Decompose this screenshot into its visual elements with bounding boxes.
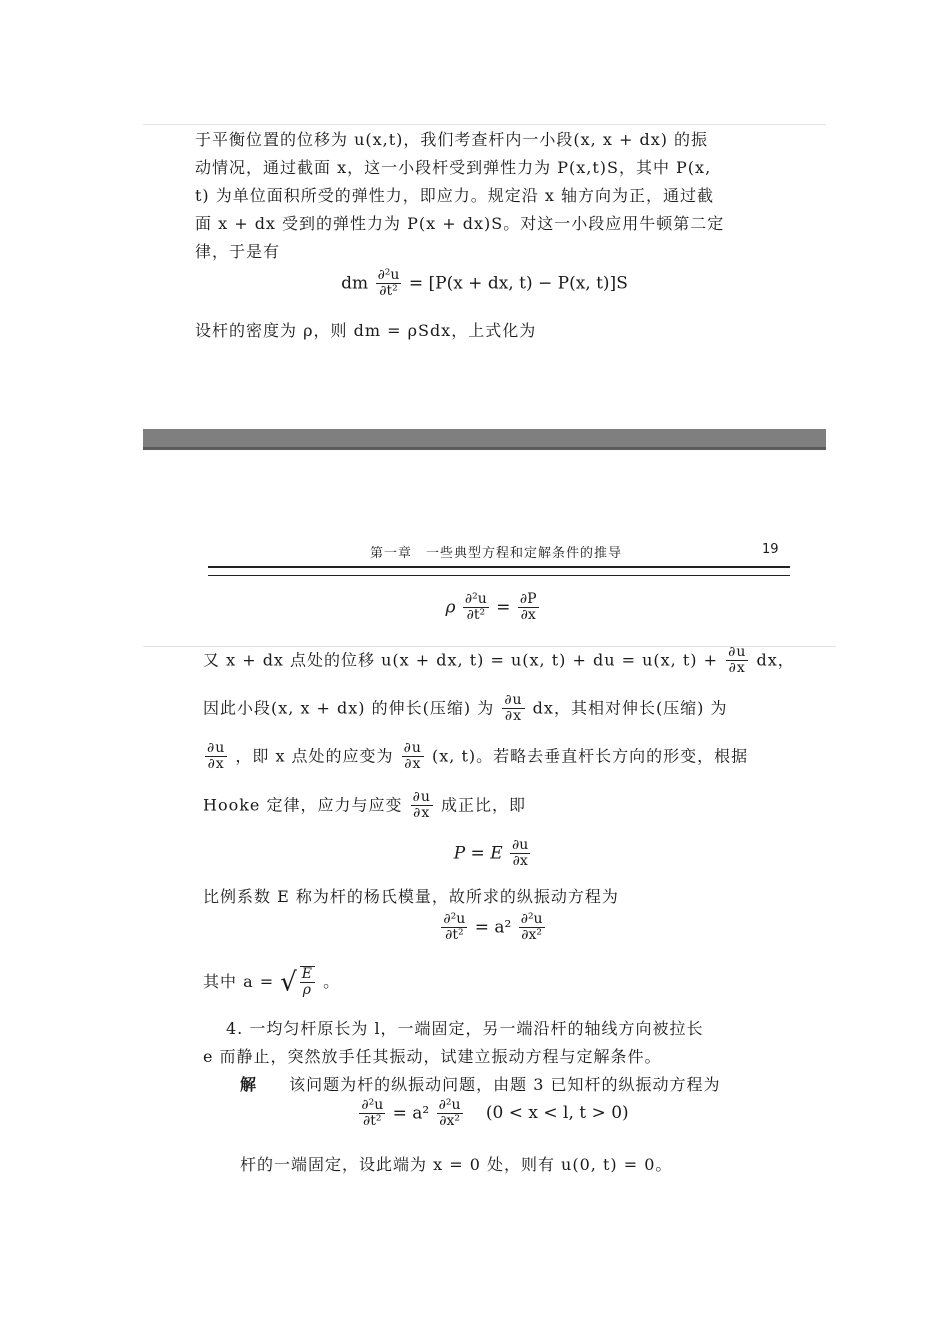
text-run: 因此小段(x, x + dx) 的伸长(压缩) 为 — [203, 698, 495, 718]
eq-term: = [P(x + dx, t) − P(x, t)]S — [408, 273, 628, 294]
text-run: Hooke 定律，应力与应变 — [203, 795, 403, 815]
eq-denominator: ∂x — [520, 607, 536, 624]
eq-term: = — [496, 597, 511, 618]
inline-fraction — [205, 741, 227, 773]
text-run: dx，其相对伸长(压缩) 为 — [532, 698, 728, 718]
text-run: 。 — [323, 971, 341, 991]
eq-denominator: ∂t² — [379, 283, 398, 300]
problem-4-line-2: e 而静止，突然放手任其振动，试建立振动方程与定解条件。 — [203, 1047, 662, 1066]
eq-numerator: ∂u — [412, 789, 431, 805]
page-number: 19 — [762, 542, 779, 557]
equation-rho — [203, 592, 783, 624]
eq-fraction — [437, 1098, 463, 1130]
text-line: 比例系数 E 称为杆的杨氏模量，故所求的纵振动方程为 — [203, 887, 619, 906]
running-header-title: 第一章 一些典型方程和定解条件的推导 — [370, 546, 623, 561]
radical-sign: √ — [280, 967, 298, 998]
text-run: dx， — [756, 650, 795, 670]
eq-numerator: ∂P — [519, 591, 537, 607]
eq-term: = a² — [392, 1103, 430, 1124]
eq-term: = a² — [474, 917, 512, 938]
eq-numerator: ∂²u — [377, 267, 400, 283]
eq-numerator: ∂u — [207, 740, 226, 756]
inline-fraction — [402, 741, 424, 773]
equation-wave — [203, 912, 783, 944]
eq-fraction — [463, 592, 489, 624]
text-line: t) 为单位面积所受的弹性力，即应力。规定沿 x 轴方向为正，通过截 — [195, 186, 714, 205]
text-line: 于平衡位置的位移为 u(x,t)，我们考查杆内一小段(x, x + dx) 的振 — [195, 130, 709, 149]
eq-numerator: ∂u — [512, 837, 529, 853]
eq-fraction — [376, 268, 402, 300]
eq-numerator: ∂²u — [443, 911, 466, 927]
text-run: ，即 x 点处的应变为 — [235, 746, 394, 766]
eq-denominator: ∂x — [504, 708, 523, 725]
eq-denominator: ∂x — [728, 660, 746, 677]
text-line — [203, 966, 783, 999]
eq-numerator: ∂u — [403, 740, 422, 756]
eq-denominator: ∂x² — [439, 1113, 460, 1130]
eq-numerator: ∂²u — [361, 1097, 384, 1113]
eq-denominator: ρ — [302, 982, 313, 999]
header-rule-thin — [208, 575, 790, 576]
header-rule-thick — [208, 566, 790, 568]
page-divider-band — [143, 429, 826, 447]
eq-denominator: ∂x — [404, 756, 422, 773]
eq-term: dm — [341, 273, 369, 294]
page-divider-band-edge — [143, 447, 826, 450]
eq-term: ρ — [445, 597, 456, 618]
inline-fraction — [726, 645, 748, 677]
text-line — [203, 693, 783, 725]
text-run: 成正比，即 — [440, 795, 526, 815]
scan-edge-top — [143, 124, 826, 125]
eq-numerator: ∂²u — [520, 911, 543, 927]
equation-newton — [143, 268, 826, 300]
eq-fraction — [518, 592, 539, 624]
eq-denominator: ∂t² — [363, 1113, 382, 1130]
eq-denominator: ∂x — [207, 756, 225, 773]
eq-denominator: ∂x² — [521, 927, 543, 944]
eq-denominator: ∂t² — [466, 607, 486, 624]
text-line — [203, 741, 783, 773]
text-line: 动情况，通过截面 x，这一小段杆受到弹性力为 P(x,t)S，其中 P(x, — [195, 158, 712, 177]
eq-denominator: ∂x — [413, 805, 431, 822]
solution-line — [240, 1072, 820, 1095]
text-line: 面 x + dx 受到的弹性力为 P(x + dx)S。对这一小段应用牛顿第二定 — [195, 214, 725, 233]
eq-term: P = E — [453, 843, 503, 864]
text-line: 杆的一端固定，设此端为 x = 0 处，则有 u(0, t) = 0。 — [240, 1155, 673, 1174]
eq-fraction — [510, 838, 530, 870]
text-line: 律，于是有 — [195, 242, 281, 261]
text-line — [203, 644, 795, 677]
text-run: 其中 a = — [203, 971, 275, 991]
eq-denominator: ∂t² — [445, 927, 464, 944]
equation-hooke — [203, 838, 783, 870]
eq-numerator: ∂u — [728, 644, 747, 660]
solution-label: 解 — [240, 1075, 258, 1094]
eq-fraction — [359, 1098, 385, 1130]
text-run: (x, t)。若略去垂直杆长方向的形变，根据 — [432, 746, 749, 766]
eq-numerator: E — [301, 966, 314, 982]
equation-wave-condition — [203, 1098, 783, 1130]
problem-4-line-1: 4. 一均匀杆原长为 l，一端固定，另一端沿杆的轴线方向被拉长 — [226, 1019, 704, 1038]
eq-fraction — [519, 912, 545, 944]
text-run: 该问题为杆的纵振动问题，由题 3 已知杆的纵振动方程为 — [289, 1075, 721, 1094]
text-line: 设杆的密度为 ρ，则 dm = ρSdx，上式化为 — [195, 321, 537, 340]
eq-condition: (0 < x < l, t > 0) — [485, 1103, 629, 1124]
inline-fraction — [502, 693, 524, 725]
text-line — [203, 790, 783, 822]
inline-fraction — [411, 790, 433, 822]
eq-numerator: ∂²u — [464, 591, 487, 607]
eq-numerator: ∂²u — [438, 1097, 461, 1113]
text-run: 又 x + dx 点处的位移 u(x + dx, t) = u(x, t) + du = u(x, t) + — [203, 650, 718, 670]
eq-fraction — [300, 966, 315, 999]
eq-numerator: ∂u — [504, 692, 523, 708]
square-root — [280, 966, 317, 999]
eq-denominator: ∂x — [512, 853, 528, 870]
eq-fraction — [441, 912, 467, 944]
